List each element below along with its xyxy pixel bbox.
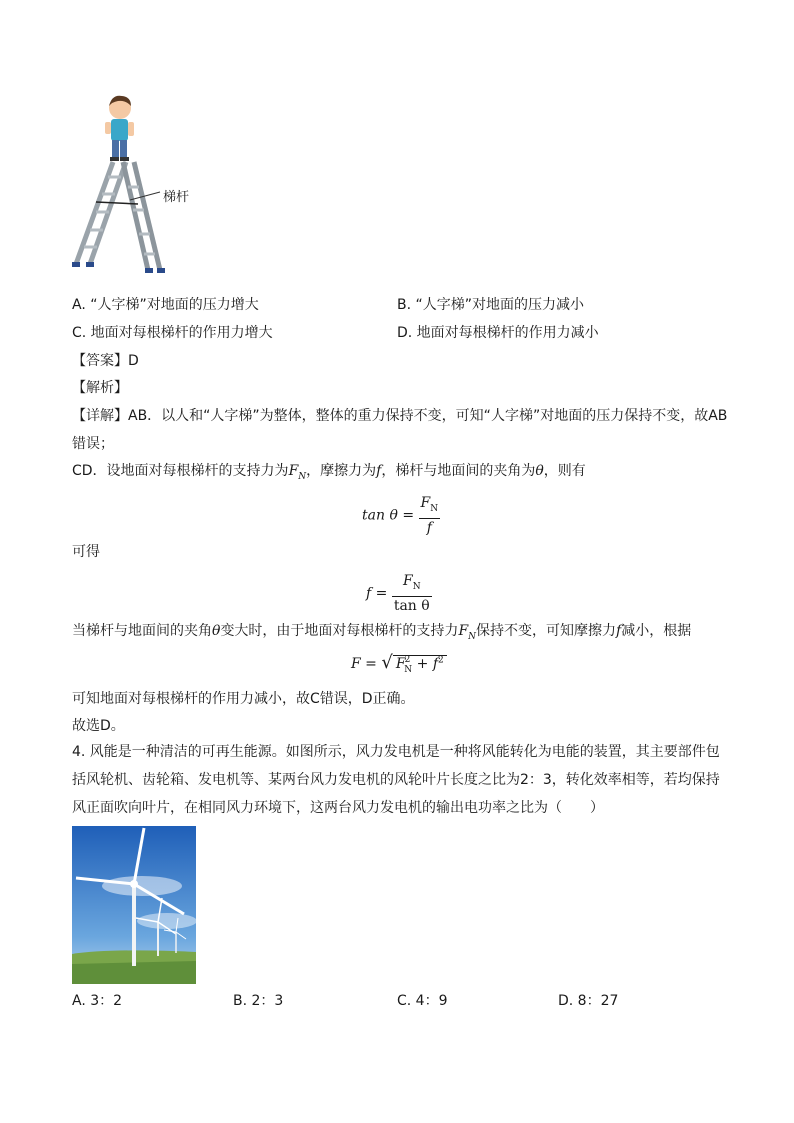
when-suffix: 减小，根据 (621, 623, 692, 639)
answer-tag: 【答案】 (72, 353, 128, 369)
kede-text: 可得 (72, 544, 100, 560)
cd-mid1: ，摩擦力为 (306, 463, 377, 479)
analysis-when (72, 621, 691, 647)
conclusion-text: 可知地面对每根梯杆的作用力减小，故C错误，D正确。 (72, 691, 415, 707)
q3-option-a: A. “人字梯”对地面的压力增大 (72, 297, 259, 313)
wind-turbine-photo (72, 826, 196, 984)
symbol-f: f (376, 463, 382, 479)
choose-text: 故选D。 (72, 718, 125, 734)
answer-line (72, 351, 139, 371)
symbol-f-2: f (616, 623, 622, 639)
when-prefix: 当梯杆与地面间的夹角 (72, 623, 212, 639)
eq3-lhs: F = (351, 656, 377, 672)
q3-option-c: C. 地面对每根梯杆的作用力增大 (72, 325, 273, 341)
eq1-lhs: tan θ = (362, 507, 415, 524)
cd-mid2: ，梯杆与地面间的夹角为 (381, 463, 536, 479)
q4-stem: 4. 风能是一种清洁的可再生能源。如图所示，风力发电机是一种将风能转化为电能的装置，其主要部件包括风轮机、齿轮箱、发电机等、某两台风力发电机的风轮叶片长度之比为2：3，转化效率相等，若均保持风正面吹向叶片，在相同风力环境下，这两台风力发电机的输出电功率之比为（ ） (72, 744, 720, 816)
analysis-tag: 【解析】 (72, 380, 128, 396)
ab-text: AB．以人和“人字梯”为整体，整体的重力保持不变，可知“人字梯”对地面的压力保持不变，故AB错误； (72, 408, 728, 452)
analysis-ab (72, 402, 732, 458)
answer-value: D (128, 353, 139, 369)
eq1-fraction: $\frac{F_N}{f}$ (420, 495, 439, 536)
equation-resultant (351, 652, 447, 675)
when-mid1: 变大时，由于地面对每根梯杆的支持力 (220, 623, 459, 639)
q3-option-b: B. “人字梯”对地面的压力减小 (397, 297, 585, 313)
analysis-cd (72, 461, 586, 487)
symbol-fn: $F_N$ (288, 463, 307, 482)
q4-option-c: C. 4：9 (397, 993, 448, 1009)
cd-suffix: ，则有 (543, 463, 586, 479)
ladder-label: 梯杆 (163, 190, 190, 205)
when-mid2: 保持不变，可知摩擦力 (476, 623, 617, 639)
detail-tag: 【详解】 (72, 408, 128, 424)
q4-option-b: B. 2：3 (233, 993, 284, 1009)
q4-option-a: A. 3：2 (72, 993, 123, 1009)
cd-prefix: CD．设地面对每根梯杆的支持力为 (72, 463, 289, 479)
symbol-theta: θ (535, 463, 544, 479)
symbol-fn-2: $F_N$ (458, 623, 477, 642)
eq2-fraction: $\frac{F_N}{\text{tan θ}}$ (393, 573, 430, 614)
symbol-theta-2: θ (212, 623, 221, 639)
equation-tan (362, 494, 440, 537)
q4-option-d: D. 8：27 (558, 993, 619, 1009)
q3-option-d: D. 地面对每根梯杆的作用力减小 (397, 325, 599, 341)
eq2-lhs: f = (366, 585, 388, 602)
equation-f (366, 572, 432, 615)
sqrt-expression: √ $F^2_N + f^2$ (381, 652, 446, 675)
